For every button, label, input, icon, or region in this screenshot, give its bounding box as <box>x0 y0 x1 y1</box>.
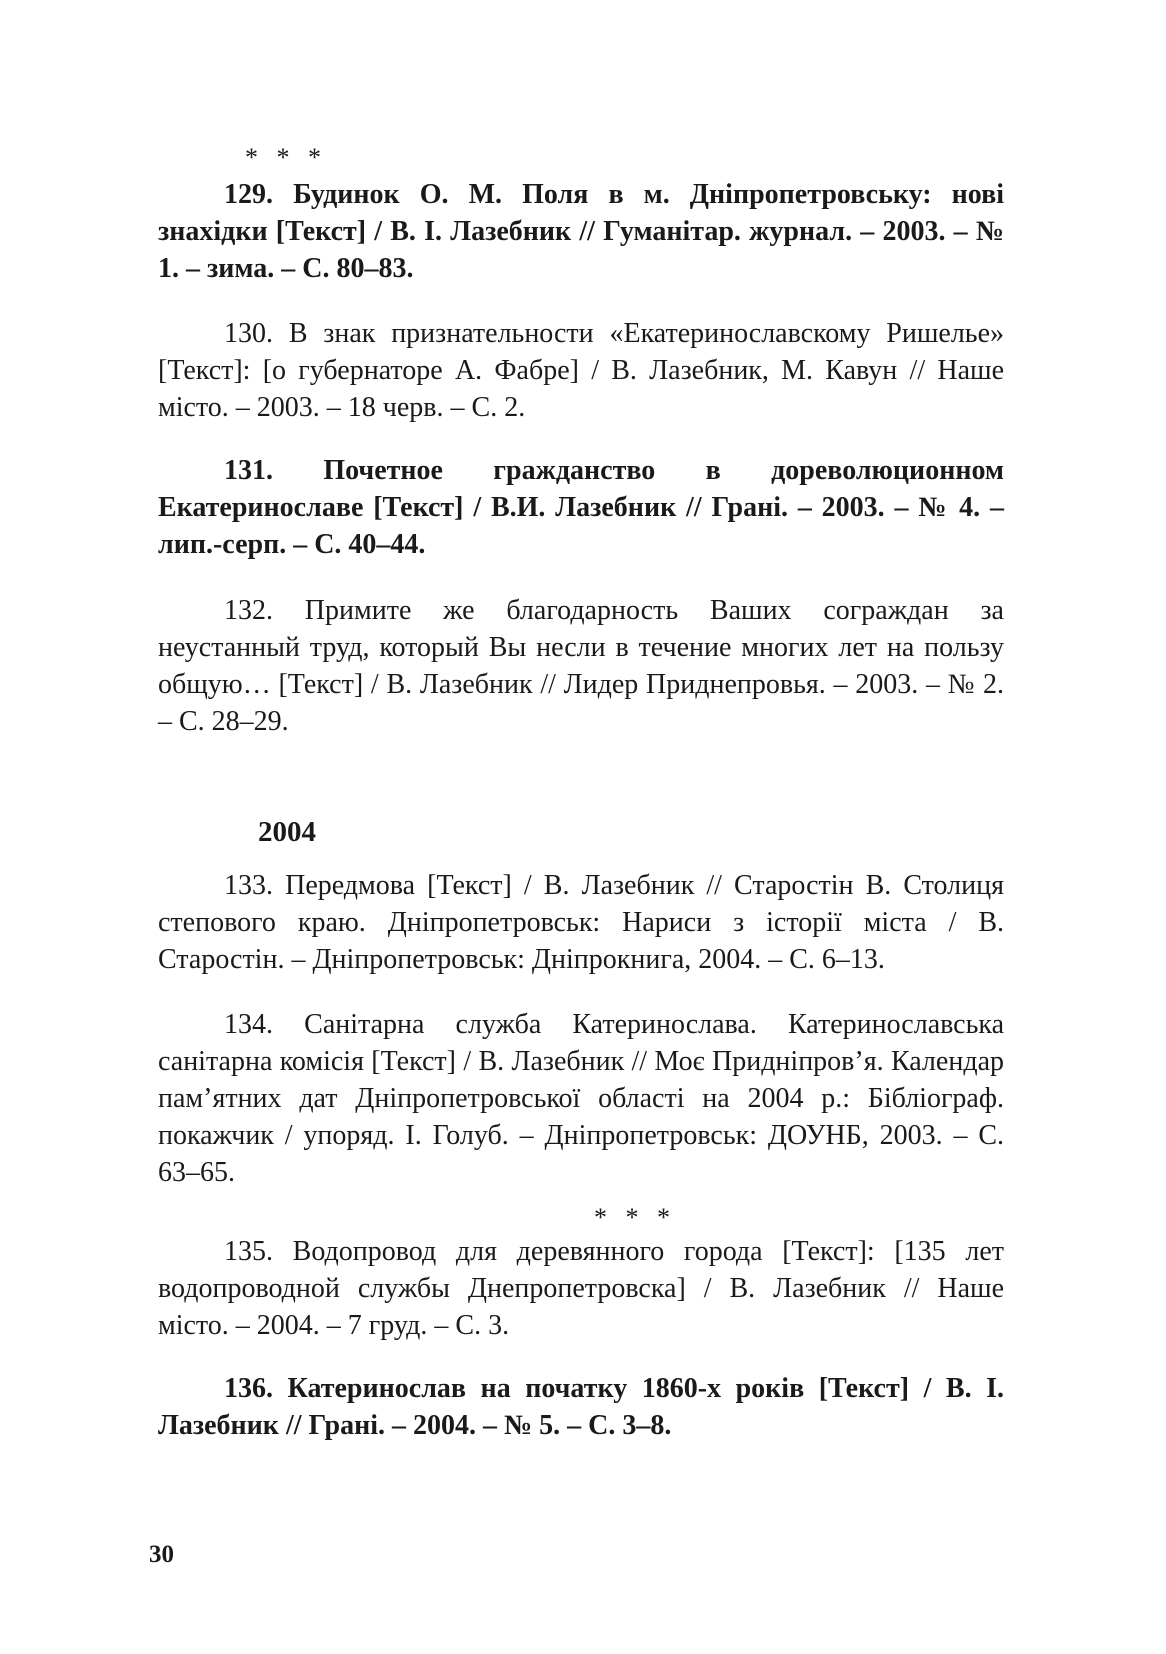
bibliography-entry-136 <box>158 1370 1004 1444</box>
section-separator: * * * <box>594 1203 676 1232</box>
bibliography-entry-131 <box>158 452 1004 563</box>
entry-text: 130. В знак признательности «Екатеринославскому Ришелье» [Текст]: [о губернаторе А. Фабре] / В. Лазебник, М. Кавун // Наше місто. – 2003. – 18 черв. – С. 2. <box>158 318 1004 423</box>
entry-text: 129. Будинок О. М. Поля в м. Дніпропетровську: нові знахідки [Текст] / В. І. Лазебник // Гуманітар. журнал. – 2003. – № 1. – зима. – С. 80–83. <box>158 179 1004 284</box>
bibliography-entry-133 <box>158 867 1004 978</box>
bibliography-entry-134 <box>158 1006 1004 1191</box>
entry-text: 134. Санітарна служба Катеринослава. Катеринославська санітарна комісія [Текст] / В. Лазебник // Моє Придніпров’я. Календар пам’ятних дат Дніпропетровської області на 2004 р.: Бібліограф. покажчик / упоряд. І. Голуб. – Дніпропетровськ: ДОУНБ, 2003. – С. 63–65. <box>158 1009 1004 1188</box>
bibliography-entry-132 <box>158 592 1004 740</box>
entry-text: 135. Водопровод для деревянного города [Текст]: [135 лет водопроводной службы Днепропетровска] / В. Лазебник // Наше місто. – 2004. – 7 груд. – С. 3. <box>158 1236 1004 1341</box>
entry-text: 136. Катеринослав на початку 1860-х років [Текст] / В. І. Лазебник // Грані. – 2004. – № 5. – С. 3–8. <box>158 1373 1004 1441</box>
entry-text: 133. Передмова [Текст] / В. Лазебник // Старостін В. Столиця степового краю. Дніпропетровськ: Нариси з історії міста / В. Старостін. – Дніпропетровськ: Дніпрокнига, 2004. – С. 6–13. <box>158 870 1004 975</box>
page-number: 30 <box>149 1541 174 1568</box>
bibliography-entry-129 <box>158 176 1004 287</box>
bibliography-entry-135 <box>158 1233 1004 1344</box>
entry-text: 132. Примите же благодарность Ваших сограждан за неустанный труд, который Вы несли в течение многих лет на пользу общую… [Текст] / В. Лазебник // Лидер Приднепровья. – 2003. – № 2. – С. 28–29. <box>158 595 1004 737</box>
bibliography-entry-130 <box>158 315 1004 426</box>
entry-text: 131. Почетное гражданство в дореволюционном Екатеринославе [Текст] / В.И. Лазебник // Грані. – 2003. – № 4. – лип.-серп. – С. 40–44. <box>158 455 1004 560</box>
year-heading: 2004 <box>258 816 316 848</box>
section-separator: * * * <box>245 143 327 172</box>
